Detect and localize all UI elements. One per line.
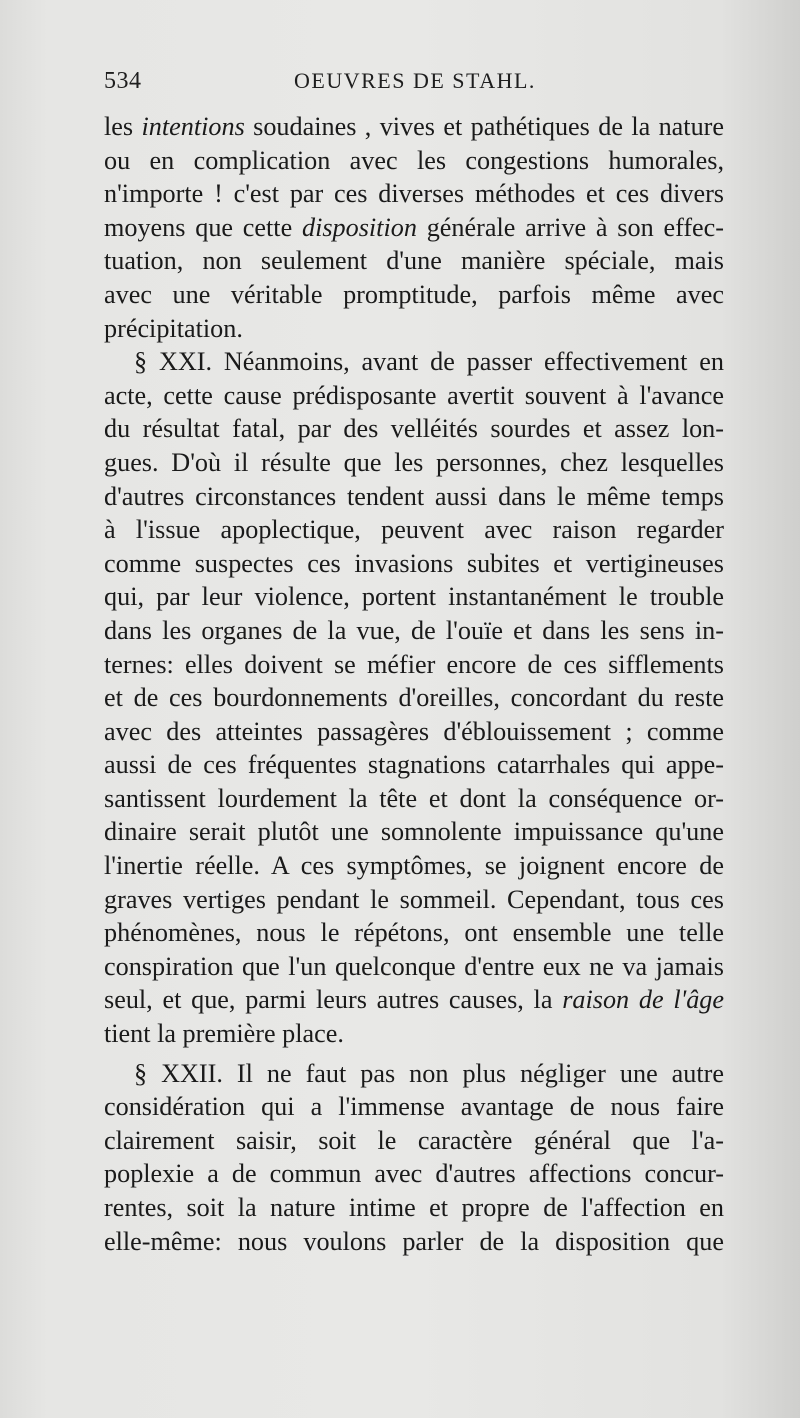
text-line: à l'issue apoplectique, peuvent avec raison regarder xyxy=(104,515,724,545)
body-text xyxy=(104,110,724,1258)
paragraph-1 xyxy=(104,110,724,345)
text-line: acte, cette cause prédisposante avertit souvent à l'avance xyxy=(104,380,724,410)
text-line: n'importe ! c'est par ces diverses méthodes et ces divers xyxy=(104,179,724,209)
text-line: poplexie a de commun avec d'autres affections concur- xyxy=(104,1159,724,1189)
text-line xyxy=(104,983,724,1017)
running-head xyxy=(104,68,724,108)
text-line: graves vertiges pendant le sommeil. Cependant, tous ces xyxy=(104,884,724,914)
paragraph-3 xyxy=(104,1057,724,1259)
text-line: dinaire serait plutôt une somnolente impuissance qu'une xyxy=(104,817,724,847)
text-line: du résultat fatal, par des velléités sourdes et assez lon- xyxy=(104,414,724,444)
page-number: 534 xyxy=(104,68,142,94)
italic-term: intentions xyxy=(141,112,245,141)
text-line: ou en complication avec les congestions humorales, xyxy=(104,145,724,175)
text-run: Il ne faut pas non plus négliger une autre xyxy=(222,1058,725,1088)
text-run: soudaines , vives et pathétiques de la nature xyxy=(244,112,725,141)
text-run: seul, et que, parmi leurs autres causes, la xyxy=(104,985,563,1015)
section-number: § XXII. xyxy=(134,1058,223,1088)
text-line: aussi de ces fréquentes stagnations catarrhales qui appe- xyxy=(104,750,724,780)
text-run: générale arrive à son effec- xyxy=(416,212,725,242)
text-line: tuation, non seulement d'une manière spéciale, mais xyxy=(104,246,724,276)
text-line: comme suspectes ces invasions subites et vertigineuses xyxy=(104,548,724,578)
text-line xyxy=(104,110,724,144)
text-line xyxy=(104,1057,724,1091)
text-line: et de ces bourdonnements d'oreilles, concordant du reste xyxy=(104,683,724,713)
text-line: l'inertie réelle. A ces symptômes, se joignent encore de xyxy=(104,851,724,881)
text-line: précipitation. xyxy=(104,313,243,343)
text-line xyxy=(104,211,724,245)
text-line: elle-même: nous voulons parler de la disposition que xyxy=(104,1226,724,1256)
text-line: rentes, soit la nature intime et propre de l'affection en xyxy=(104,1193,724,1222)
text-line: gues. D'où il résulte que les personnes, chez lesquelles xyxy=(104,447,724,477)
text-run: les xyxy=(104,112,142,141)
text-line: avec une véritable promptitude, parfois même avec xyxy=(104,279,724,309)
text-line: ternes: elles doivent se méfier encore de ces sifflements xyxy=(104,649,724,679)
running-title: OEUVRES DE STAHL. xyxy=(294,68,536,93)
italic-term: disposition xyxy=(301,212,417,242)
text-line: clairement saisir, soit le caractère général que l'a- xyxy=(104,1125,724,1155)
text-line: d'autres circonstances tendent aussi dans le même temps xyxy=(104,481,724,511)
text-line: phénomènes, nous le répétons, ont ensemble une telle xyxy=(104,918,724,948)
section-number: § XXI. xyxy=(134,347,213,377)
text-line: conspiration que l'un quelconque d'entre eux ne va jamais xyxy=(104,951,724,981)
text-line: santissent lourdement la tête et dont la conséquence or- xyxy=(104,783,724,813)
text-line: considération qui a l'immense avantage de nous faire xyxy=(104,1092,724,1122)
italic-term: raison de l'âge xyxy=(562,985,725,1015)
text-line: avec des atteintes passagères d'éblouissement ; comme xyxy=(104,716,724,746)
paragraph-2 xyxy=(104,345,724,1050)
text-line: tient la première place. xyxy=(104,1019,344,1049)
text-line: qui, par leur violence, portent instantanément le trouble xyxy=(104,582,724,612)
text-line xyxy=(104,345,724,379)
text-run: moyens que cette xyxy=(104,212,302,242)
text-run: Néanmoins, avant de passer effectivement en xyxy=(212,347,724,377)
text-line: dans les organes de la vue, de l'ouïe et dans les sens in- xyxy=(104,615,724,645)
